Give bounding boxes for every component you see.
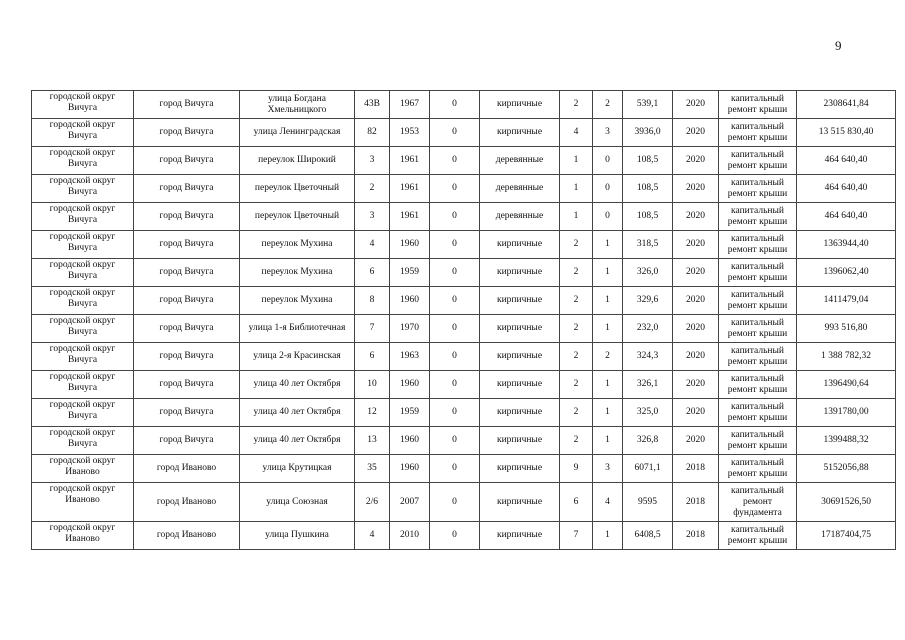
housing-repair-table (31, 90, 896, 550)
floors-cell: 2 (560, 231, 593, 259)
municipality-cell: городской округ Иваново (32, 455, 134, 483)
year-built-cell: 2007 (390, 483, 430, 522)
wear-cell: 0 (430, 483, 480, 522)
year-built-cell: 1960 (390, 455, 430, 483)
locality-cell: город Вичуга (134, 399, 240, 427)
municipality-cell: городской округ Иваново (32, 483, 134, 522)
house-number-cell: 6 (355, 259, 390, 287)
wear-cell: 0 (430, 522, 480, 550)
plan-year-cell: 2020 (673, 399, 719, 427)
entrances-cell: 4 (593, 483, 623, 522)
street-cell: улица 2-я Красинская (240, 343, 355, 371)
work-type-cell: капитальный ремонт крыши (719, 91, 797, 119)
wall-material-cell: кирпичные (480, 455, 560, 483)
locality-cell: город Иваново (134, 455, 240, 483)
locality-cell: город Вичуга (134, 371, 240, 399)
year-built-cell: 2010 (390, 522, 430, 550)
entrances-cell: 2 (593, 343, 623, 371)
cost-cell: 993 516,80 (797, 315, 896, 343)
wear-cell: 0 (430, 315, 480, 343)
wear-cell: 0 (430, 455, 480, 483)
work-type-cell: капитальный ремонт крыши (719, 399, 797, 427)
house-number-cell: 4 (355, 522, 390, 550)
year-built-cell: 1967 (390, 91, 430, 119)
floors-cell: 2 (560, 315, 593, 343)
cost-cell: 1396490,64 (797, 371, 896, 399)
work-type-cell: капитальный ремонт фундамента (719, 483, 797, 522)
area-cell: 326,8 (623, 427, 673, 455)
table-row (32, 91, 896, 119)
work-type-cell: капитальный ремонт крыши (719, 259, 797, 287)
house-number-cell: 12 (355, 399, 390, 427)
entrances-cell: 1 (593, 287, 623, 315)
page-number: 9 (835, 38, 842, 53)
municipality-cell: городской округ Вичуга (32, 147, 134, 175)
street-cell: улица 40 лет Октября (240, 371, 355, 399)
wear-cell: 0 (430, 203, 480, 231)
year-built-cell: 1960 (390, 427, 430, 455)
table-row (32, 343, 896, 371)
year-built-cell: 1961 (390, 147, 430, 175)
area-cell: 326,1 (623, 371, 673, 399)
wall-material-cell: кирпичные (480, 287, 560, 315)
wall-material-cell: кирпичные (480, 91, 560, 119)
table-row (32, 119, 896, 147)
work-type-cell: капитальный ремонт крыши (719, 119, 797, 147)
floors-cell: 2 (560, 91, 593, 119)
locality-cell: город Вичуга (134, 175, 240, 203)
street-cell: улица Богдана Хмельницкого (240, 91, 355, 119)
cost-cell: 2308641,84 (797, 91, 896, 119)
cost-cell: 1363944,40 (797, 231, 896, 259)
municipality-cell: городской округ Вичуга (32, 287, 134, 315)
floors-cell: 1 (560, 203, 593, 231)
plan-year-cell: 2018 (673, 483, 719, 522)
locality-cell: город Вичуга (134, 203, 240, 231)
municipality-cell: городской округ Вичуга (32, 91, 134, 119)
locality-cell: город Вичуга (134, 119, 240, 147)
wear-cell: 0 (430, 231, 480, 259)
wear-cell: 0 (430, 175, 480, 203)
wall-material-cell: кирпичные (480, 522, 560, 550)
locality-cell: город Вичуга (134, 427, 240, 455)
municipality-cell: городской округ Вичуга (32, 259, 134, 287)
floors-cell: 2 (560, 371, 593, 399)
house-number-cell: 7 (355, 315, 390, 343)
locality-cell: город Вичуга (134, 343, 240, 371)
work-type-cell: капитальный ремонт крыши (719, 231, 797, 259)
cost-cell: 1396062,40 (797, 259, 896, 287)
year-built-cell: 1959 (390, 259, 430, 287)
table-row (32, 315, 896, 343)
work-type-cell: капитальный ремонт крыши (719, 175, 797, 203)
area-cell: 324,3 (623, 343, 673, 371)
year-built-cell: 1961 (390, 175, 430, 203)
wear-cell: 0 (430, 119, 480, 147)
entrances-cell: 2 (593, 91, 623, 119)
work-type-cell: капитальный ремонт крыши (719, 371, 797, 399)
house-number-cell: 3 (355, 147, 390, 175)
floors-cell: 1 (560, 175, 593, 203)
plan-year-cell: 2020 (673, 371, 719, 399)
area-cell: 325,0 (623, 399, 673, 427)
wear-cell: 0 (430, 371, 480, 399)
locality-cell: город Иваново (134, 483, 240, 522)
area-cell: 6071,1 (623, 455, 673, 483)
house-number-cell: 6 (355, 343, 390, 371)
wear-cell: 0 (430, 287, 480, 315)
entrances-cell: 1 (593, 371, 623, 399)
municipality-cell: городской округ Вичуга (32, 371, 134, 399)
locality-cell: город Вичуга (134, 287, 240, 315)
plan-year-cell: 2020 (673, 147, 719, 175)
municipality-cell: городской округ Вичуга (32, 203, 134, 231)
table-row (32, 483, 896, 522)
year-built-cell: 1961 (390, 203, 430, 231)
table-row (32, 231, 896, 259)
wear-cell: 0 (430, 399, 480, 427)
cost-cell: 1411479,04 (797, 287, 896, 315)
wall-material-cell: кирпичные (480, 483, 560, 522)
area-cell: 539,1 (623, 91, 673, 119)
municipality-cell: городской округ Вичуга (32, 175, 134, 203)
street-cell: улица 40 лет Октября (240, 399, 355, 427)
plan-year-cell: 2018 (673, 522, 719, 550)
cost-cell: 1399488,32 (797, 427, 896, 455)
wall-material-cell: деревянные (480, 147, 560, 175)
floors-cell: 1 (560, 147, 593, 175)
street-cell: переулок Мухина (240, 231, 355, 259)
floors-cell: 2 (560, 399, 593, 427)
entrances-cell: 1 (593, 315, 623, 343)
wall-material-cell: деревянные (480, 203, 560, 231)
street-cell: переулок Мухина (240, 287, 355, 315)
house-number-cell: 82 (355, 119, 390, 147)
floors-cell: 2 (560, 343, 593, 371)
street-cell: переулок Цветочный (240, 175, 355, 203)
municipality-cell: городской округ Вичуга (32, 315, 134, 343)
plan-year-cell: 2020 (673, 315, 719, 343)
wall-material-cell: деревянные (480, 175, 560, 203)
table-row (32, 455, 896, 483)
house-number-cell: 43В (355, 91, 390, 119)
area-cell: 326,0 (623, 259, 673, 287)
locality-cell: город Вичуга (134, 259, 240, 287)
year-built-cell: 1953 (390, 119, 430, 147)
table-row (32, 427, 896, 455)
wear-cell: 0 (430, 91, 480, 119)
year-built-cell: 1960 (390, 371, 430, 399)
entrances-cell: 0 (593, 147, 623, 175)
house-number-cell: 2 (355, 175, 390, 203)
work-type-cell: капитальный ремонт крыши (719, 455, 797, 483)
plan-year-cell: 2020 (673, 175, 719, 203)
work-type-cell: капитальный ремонт крыши (719, 287, 797, 315)
municipality-cell: городской округ Вичуга (32, 231, 134, 259)
cost-cell: 464 640,40 (797, 175, 896, 203)
floors-cell: 9 (560, 455, 593, 483)
wall-material-cell: кирпичные (480, 399, 560, 427)
entrances-cell: 1 (593, 522, 623, 550)
wall-material-cell: кирпичные (480, 231, 560, 259)
area-cell: 3936,0 (623, 119, 673, 147)
street-cell: улица 40 лет Октября (240, 427, 355, 455)
area-cell: 318,5 (623, 231, 673, 259)
area-cell: 108,5 (623, 203, 673, 231)
plan-year-cell: 2020 (673, 287, 719, 315)
table-row (32, 522, 896, 550)
work-type-cell: капитальный ремонт крыши (719, 203, 797, 231)
locality-cell: город Вичуга (134, 147, 240, 175)
table-row (32, 147, 896, 175)
plan-year-cell: 2020 (673, 427, 719, 455)
municipality-cell: городской округ Вичуга (32, 427, 134, 455)
wear-cell: 0 (430, 343, 480, 371)
area-cell: 108,5 (623, 147, 673, 175)
floors-cell: 6 (560, 483, 593, 522)
entrances-cell: 1 (593, 259, 623, 287)
cost-cell: 1 388 782,32 (797, 343, 896, 371)
entrances-cell: 1 (593, 427, 623, 455)
street-cell: переулок Мухина (240, 259, 355, 287)
wear-cell: 0 (430, 259, 480, 287)
floors-cell: 4 (560, 119, 593, 147)
locality-cell: город Вичуга (134, 315, 240, 343)
area-cell: 232,0 (623, 315, 673, 343)
municipality-cell: городской округ Иваново (32, 522, 134, 550)
wear-cell: 0 (430, 427, 480, 455)
table-row (32, 203, 896, 231)
municipality-cell: городской округ Вичуга (32, 119, 134, 147)
house-number-cell: 3 (355, 203, 390, 231)
area-cell: 108,5 (623, 175, 673, 203)
year-built-cell: 1960 (390, 231, 430, 259)
house-number-cell: 8 (355, 287, 390, 315)
cost-cell: 464 640,40 (797, 203, 896, 231)
work-type-cell: капитальный ремонт крыши (719, 315, 797, 343)
street-cell: улица Союзная (240, 483, 355, 522)
table-row (32, 399, 896, 427)
entrances-cell: 1 (593, 231, 623, 259)
entrances-cell: 1 (593, 399, 623, 427)
street-cell: переулок Цветочный (240, 203, 355, 231)
plan-year-cell: 2020 (673, 119, 719, 147)
table-row (32, 259, 896, 287)
plan-year-cell: 2020 (673, 91, 719, 119)
entrances-cell: 0 (593, 203, 623, 231)
table-row (32, 371, 896, 399)
house-number-cell: 10 (355, 371, 390, 399)
entrances-cell: 3 (593, 119, 623, 147)
wall-material-cell: кирпичные (480, 315, 560, 343)
plan-year-cell: 2020 (673, 259, 719, 287)
cost-cell: 5152056,88 (797, 455, 896, 483)
wear-cell: 0 (430, 147, 480, 175)
wall-material-cell: кирпичные (480, 259, 560, 287)
house-number-cell: 4 (355, 231, 390, 259)
wall-material-cell: кирпичные (480, 427, 560, 455)
locality-cell: город Вичуга (134, 231, 240, 259)
street-cell: улица 1-я Библиотечная (240, 315, 355, 343)
house-number-cell: 13 (355, 427, 390, 455)
wall-material-cell: кирпичные (480, 343, 560, 371)
locality-cell: город Вичуга (134, 91, 240, 119)
table-row (32, 287, 896, 315)
work-type-cell: капитальный ремонт крыши (719, 147, 797, 175)
house-number-cell: 35 (355, 455, 390, 483)
street-cell: улица Пушкина (240, 522, 355, 550)
cost-cell: 13 515 830,40 (797, 119, 896, 147)
work-type-cell: капитальный ремонт крыши (719, 343, 797, 371)
street-cell: переулок Широкий (240, 147, 355, 175)
wall-material-cell: кирпичные (480, 371, 560, 399)
table-row (32, 175, 896, 203)
floors-cell: 7 (560, 522, 593, 550)
year-built-cell: 1970 (390, 315, 430, 343)
cost-cell: 17187404,75 (797, 522, 896, 550)
cost-cell: 464 640,40 (797, 147, 896, 175)
plan-year-cell: 2020 (673, 231, 719, 259)
municipality-cell: городской округ Вичуга (32, 399, 134, 427)
floors-cell: 2 (560, 259, 593, 287)
street-cell: улица Крутицкая (240, 455, 355, 483)
area-cell: 9595 (623, 483, 673, 522)
area-cell: 6408,5 (623, 522, 673, 550)
entrances-cell: 3 (593, 455, 623, 483)
floors-cell: 2 (560, 287, 593, 315)
municipality-cell: городской округ Вичуга (32, 343, 134, 371)
floors-cell: 2 (560, 427, 593, 455)
year-built-cell: 1963 (390, 343, 430, 371)
year-built-cell: 1959 (390, 399, 430, 427)
work-type-cell: капитальный ремонт крыши (719, 427, 797, 455)
plan-year-cell: 2018 (673, 455, 719, 483)
work-type-cell: капитальный ремонт крыши (719, 522, 797, 550)
entrances-cell: 0 (593, 175, 623, 203)
area-cell: 329,6 (623, 287, 673, 315)
locality-cell: город Иваново (134, 522, 240, 550)
street-cell: улица Ленинградская (240, 119, 355, 147)
house-number-cell: 2/6 (355, 483, 390, 522)
plan-year-cell: 2020 (673, 203, 719, 231)
cost-cell: 30691526,50 (797, 483, 896, 522)
cost-cell: 1391780,00 (797, 399, 896, 427)
plan-year-cell: 2020 (673, 343, 719, 371)
wall-material-cell: кирпичные (480, 119, 560, 147)
year-built-cell: 1960 (390, 287, 430, 315)
